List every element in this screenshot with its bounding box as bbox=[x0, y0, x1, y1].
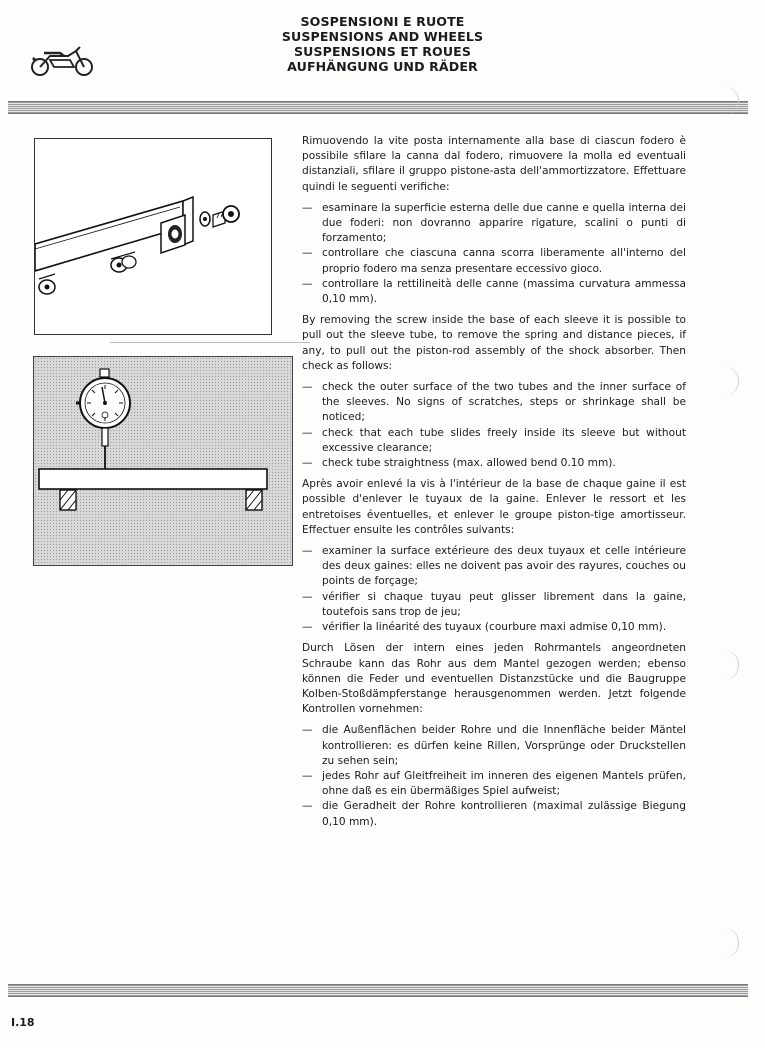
fork-tube-drawing bbox=[35, 139, 271, 334]
title-german: AUFHÄNGUNG UND RÄDER bbox=[287, 59, 478, 74]
title-italian: SOSPENSIONI E RUOTE bbox=[300, 14, 465, 29]
list-item: — check the outer surface of the two tubes and the inner surface of the sleeves. No signs of scratches, steps or shrinkage shall be noticed; bbox=[302, 380, 686, 426]
fork-tube-illustration bbox=[34, 138, 272, 335]
page-title bbox=[0, 14, 765, 74]
list-item: — controllare la rettilineità delle canne (massima curvatura ammessa 0,10 mm). bbox=[302, 277, 686, 307]
instructions-text bbox=[302, 134, 686, 836]
section-intro: Rimuovendo la vite posta internamente alla base di ciascun fodero è possibile sfilare la canna dal fodero, rimuovere la molla ed eventuali distanziali, sfilare il gruppo pistone-asta dell'ammortizzatore. Effettuare quindi le seguenti verifiche: bbox=[302, 135, 686, 193]
section-german bbox=[302, 641, 686, 829]
figure-divider bbox=[110, 342, 310, 343]
section-french bbox=[302, 477, 686, 635]
header-divider bbox=[8, 101, 748, 114]
checklist bbox=[302, 380, 686, 471]
footer-divider bbox=[8, 984, 748, 997]
list-item: — controllare che ciascuna canna scorra liberamente all'interno del proprio fodero ma senza presentare eccessivo gioco. bbox=[302, 246, 686, 276]
binding-hole-mark bbox=[716, 366, 739, 396]
title-english: SUSPENSIONS AND WHEELS bbox=[281, 29, 484, 44]
section-intro: By removing the screw inside the base of each sleeve it is possible to pull out the sleeve tube, to remove the spring and distance pieces, if any, to pull out the piston-rod assembly of the shock absorber. Then check as follows: bbox=[302, 314, 686, 372]
list-item: — esaminare la superficie esterna delle due canne e quella interna dei due foderi: non dovranno apparire rigature, scalini o punti di forzamento; bbox=[302, 201, 686, 247]
section-english bbox=[302, 313, 686, 471]
page-number: I.18 bbox=[11, 1016, 35, 1029]
dial-gauge-illustration bbox=[33, 356, 293, 566]
section-italian bbox=[302, 134, 686, 307]
motorcycle-icon bbox=[30, 44, 96, 78]
list-item: — check tube straightness (max. allowed bend 0.10 mm). bbox=[302, 456, 686, 471]
list-item: — vérifier la linéarité des tuyaux (courbure maxi admise 0,10 mm). bbox=[302, 620, 686, 635]
dial-gauge-drawing bbox=[34, 357, 292, 565]
list-item: — jedes Rohr auf Gleitfreiheit im inneren des eigenen Mantels prüfen, ohne daß es ein übermäßiges Spiel aufweist; bbox=[302, 769, 686, 799]
binding-hole-mark bbox=[716, 928, 739, 958]
binding-hole-mark bbox=[716, 650, 739, 680]
section-intro: Après avoir enlevé la vis à l'intérieur de la base de chaque gaine il est possible d'enlever le tuyaux de la gaine. Enlever le ressort et les entretoises éventuelles, et enlever le groupe piston-tige amortisseur. Effectuer ensuite les contrôles suivants: bbox=[302, 478, 686, 536]
section-intro: Durch Lösen der intern eines jeden Rohrmantels angeordneten Schraube kann das Rohr aus dem Mantel gezogen werden; ebenso können die Feder und eventuellen Distanzstücke und die Baugruppe Kolben-Stoßdämpferstange herausgenommen werden. Jetzt folgende Kontrollen vornehmen: bbox=[302, 642, 686, 716]
list-item: — die Außenflächen beider Rohre und die Innenfläche beider Mäntel kontrollieren: es dürfen keine Rillen, Vorsprünge oder Druckstellen zu sehen sein; bbox=[302, 723, 686, 769]
title-french: SUSPENSIONS ET ROUES bbox=[293, 44, 472, 59]
list-item: — vérifier si chaque tuyau peut glisser librement dans la gaine, toutefois sans trop de jeu; bbox=[302, 590, 686, 620]
checklist bbox=[302, 201, 686, 307]
list-item: — die Geradheit der Rohre kontrollieren (maximal zulässige Biegung 0,10 mm). bbox=[302, 799, 686, 829]
list-item: — check that each tube slides freely inside its sleeve but without excessive clearance; bbox=[302, 426, 686, 456]
list-item: — examiner la surface extérieure des deux tuyaux et celle intérieure des deux gaines: elles ne doivent pas avoir des rayures, couches ou points de forçage; bbox=[302, 544, 686, 590]
checklist bbox=[302, 723, 686, 829]
checklist bbox=[302, 544, 686, 635]
